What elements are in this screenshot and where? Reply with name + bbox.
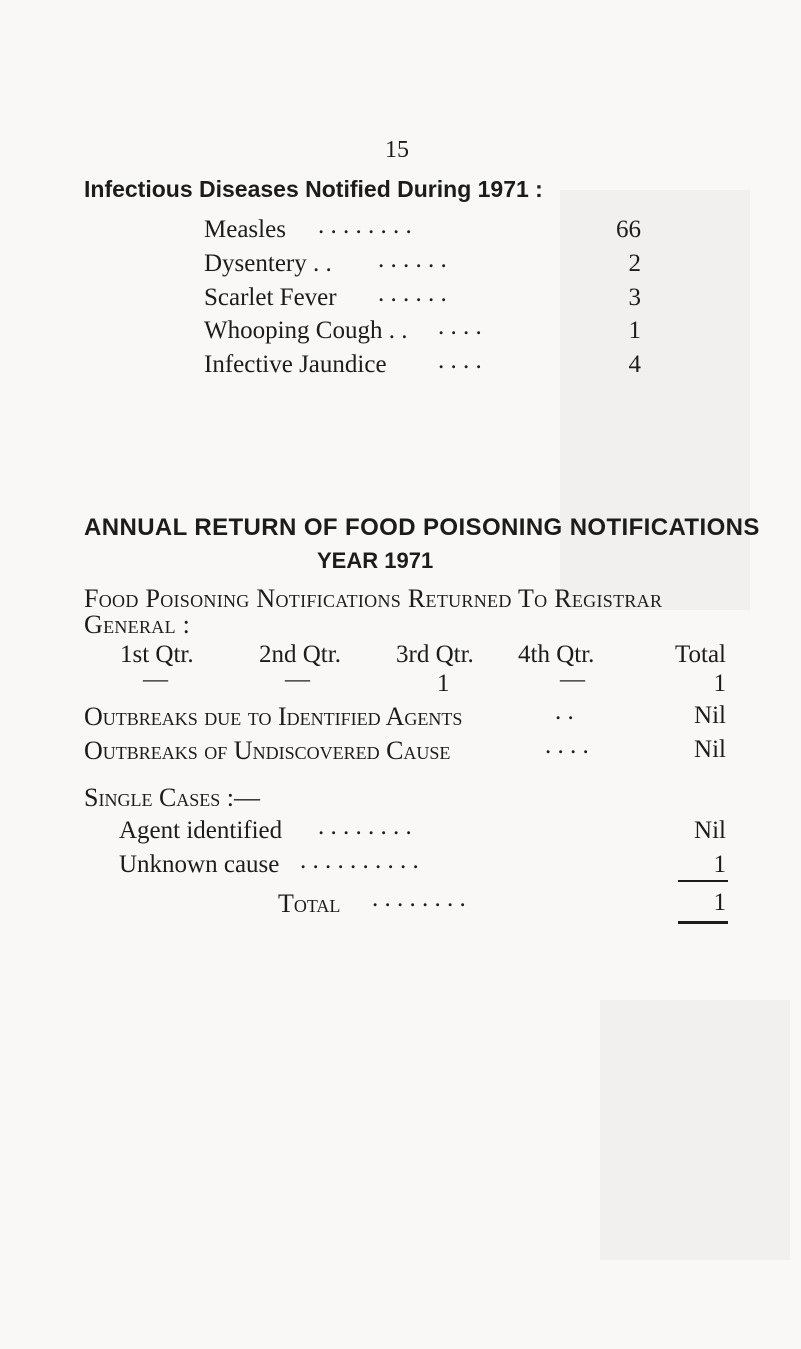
unknown-cause-label: Unknown cause [119,851,280,878]
disease-name: Measles [204,216,286,243]
outbreaks-identified-label: Outbreaks due to Identified Agents [84,702,463,731]
single-cases-heading: Single Cases :— [84,783,261,812]
quarter-value: 1 [437,670,450,697]
disease-name: Whooping Cough . . [204,317,408,344]
leader-dots: . . [555,698,574,725]
quarter-value: — [560,666,585,693]
agent-identified-value: Nil [694,817,726,844]
food-poisoning-heading: Food Poisoning Notifications Returned To Registrar [84,584,663,613]
bleed-through-shadow-lower [600,1000,790,1260]
quarter-value: — [143,666,168,693]
quarter-header: 3rd Qtr. [396,641,474,668]
leader-dots: . . . . [545,732,589,759]
quarter-value: — [285,666,310,693]
leader-dots: . . . . [438,347,482,374]
agent-identified-label: Agent identified [119,817,283,844]
leader-dots: . . . . . . [378,280,447,307]
annual-return-title: ANNUAL RETURN OF FOOD POISONING NOTIFICATIONS [84,514,760,541]
outbreaks-undiscovered-value: Nil [694,736,726,763]
disease-name: Infective Jaundice [204,351,387,378]
quarter-header: Total [674,641,726,668]
total-value: 1 [713,889,726,916]
annual-return-year: YEAR 1971 [317,548,434,573]
total-rule-bottom [678,921,728,924]
quarter-header: 2nd Qtr. [259,641,341,668]
disease-count: 1 [628,317,641,344]
total-rule-top [678,880,728,882]
total-label: Total [278,889,341,918]
page-number: 15 [385,137,409,163]
quarter-header: 1st Qtr. [120,641,194,668]
disease-count: 3 [628,284,641,311]
infectious-diseases-title: Infectious Diseases Notified During 1971 : [84,176,543,202]
disease-name: Dysentery . . [204,250,332,277]
bleed-through-shadow [560,190,750,610]
leader-dots: . . . . [438,313,482,340]
food-poisoning-heading-cont: General : [84,610,191,639]
leader-dots: . . . . . . . . [372,885,466,912]
outbreaks-undiscovered-label: Outbreaks of Undiscovered Cause [84,736,451,765]
disease-count: 4 [628,351,641,378]
quarter-value: 1 [713,670,726,697]
leader-dots: . . . . . . . . [318,813,412,840]
disease-name: Scarlet Fever [204,284,337,311]
disease-count: 2 [628,250,641,277]
leader-dots: . . . . . . . . . . [300,847,419,874]
outbreaks-identified-value: Nil [694,702,726,729]
disease-count: 66 [616,216,641,243]
quarter-header: 4th Qtr. [518,641,595,668]
leader-dots: . . . . . . [378,246,447,273]
unknown-cause-value: 1 [713,851,726,878]
leader-dots: . . . . . . . . [318,212,412,239]
